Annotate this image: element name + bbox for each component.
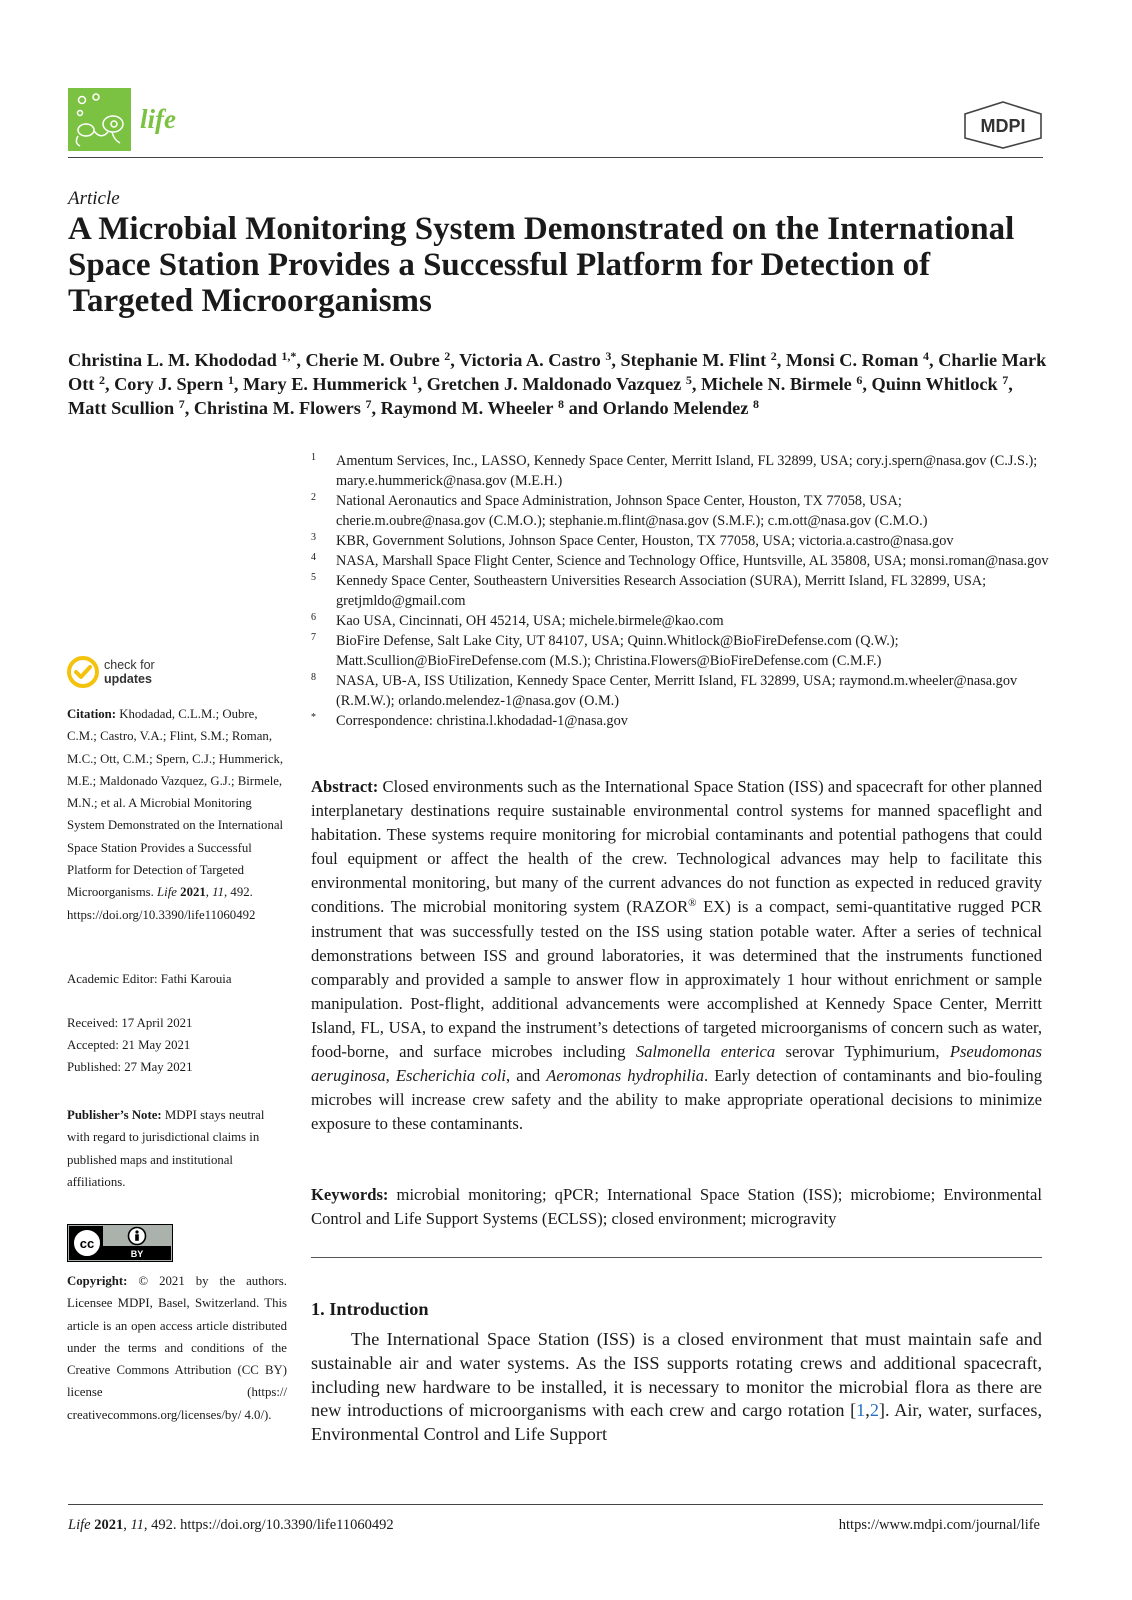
abstract-text: , and bbox=[506, 1066, 547, 1086]
check-updates-line2: updates bbox=[104, 672, 152, 686]
author-separator: , bbox=[691, 374, 702, 394]
affiliation-number: 7 bbox=[311, 632, 316, 643]
affiliation-text: BioFire Defense, Salt Lake City, UT 84107, USA; Quinn.Whitlock@BioFireDefense.com (Q.W.); Matt.Scullion@BioFireDefense.com (M.S.); Christina.Flowers@BioFireDefense.com (C.M.F.) bbox=[336, 633, 899, 669]
intro-text: , bbox=[865, 1400, 870, 1421]
affiliation-text: Kao USA, Cincinnati, OH 45214, USA; michele.birmele@kao.com bbox=[336, 613, 724, 629]
citation-link[interactable]: 2 bbox=[869, 1400, 879, 1421]
affiliation-text: NASA, Marshall Space Flight Center, Science and Technology Office, Huntsville, AL 35808, USA; monsi.roman@nasa.gov bbox=[336, 553, 1049, 569]
check-for-updates-button[interactable] bbox=[67, 656, 155, 688]
footer-year: 2021 bbox=[90, 1517, 124, 1533]
abstract bbox=[311, 775, 1042, 1136]
publisher-note bbox=[67, 1104, 287, 1193]
citation-volume: 11 bbox=[212, 885, 225, 900]
publisher-name: MDPI bbox=[980, 116, 1026, 136]
citation-link[interactable]: 1 bbox=[856, 1400, 866, 1421]
keywords-label: Keywords: bbox=[311, 1185, 389, 1204]
abstract-label: Abstract: bbox=[311, 777, 379, 796]
affiliation-item bbox=[311, 551, 1051, 571]
affiliation-number: 6 bbox=[311, 612, 316, 623]
publisher-note-label: Publisher’s Note: bbox=[67, 1108, 162, 1122]
author-name[interactable]: Christina M. Flowers bbox=[193, 398, 366, 418]
citation-text: Khodadad, C.L.M.; Oubre, C.M.; Castro, V.A.; Flint, S.M.; Roman, M.C.; Ott, C.M.; Spern, C.J.; Hummerick, M.E.; Maldonado Vazquez, G.J.; Birmele, M.N.; et al. A Microbial Monitoring System Demonstrated on the International Space Station Provides a Successful Platform for Detection of Targeted Microorganisms. bbox=[67, 707, 284, 900]
author-name[interactable]: Charlie Mark Ott bbox=[68, 350, 1047, 394]
footer-volume: 11 bbox=[130, 1517, 144, 1533]
cc-by-icon[interactable] bbox=[67, 1224, 173, 1262]
check-updates-line1: check for bbox=[104, 658, 155, 672]
author-affiliation-mark: 7 bbox=[178, 397, 185, 411]
intro-text: ]. Air, water, surfaces, Environmental Control and Life Support bbox=[311, 1400, 1042, 1445]
abstract-text: . Early detection of contaminants and bio-fouling microbes will increase crew safety and the ability to make appropriate operational decisions to minimize exposure to these contaminants. bbox=[311, 1066, 1043, 1134]
author-affiliation-mark: 2 bbox=[444, 349, 451, 363]
journal-name[interactable]: life bbox=[140, 104, 176, 134]
affiliation-item bbox=[311, 671, 1051, 711]
keywords-text: microbial monitoring; qPCR; International Space Station (ISS); microbiome; Environmental Control and Life Support Systems (ECLSS); closed environment; microgravity bbox=[311, 1185, 1042, 1229]
species-name: Escherichia coli bbox=[395, 1066, 507, 1086]
footer-journal: Life bbox=[68, 1517, 91, 1533]
published-date: Published: 27 May 2021 bbox=[67, 1060, 193, 1074]
species-name: Salmonella enterica bbox=[635, 1042, 776, 1062]
author-name[interactable]: Mary E. Hummerick bbox=[243, 374, 412, 394]
author-name[interactable]: Gretchen J. Maldonado Vazquez bbox=[426, 374, 686, 394]
citation-block bbox=[67, 703, 287, 926]
author-affiliation-mark: 8 bbox=[752, 397, 759, 411]
author-name[interactable]: Cherie M. Oubre bbox=[305, 350, 445, 370]
author-affiliation-mark: 4 bbox=[923, 349, 930, 363]
accepted-date: Accepted: 21 May 2021 bbox=[67, 1038, 191, 1052]
article-title: A Microbial Monitoring System Demonstrated on the International Space Station Provides a Successful Platform for Detection of Targeted Microorganisms bbox=[68, 211, 1015, 319]
copyright-text: © 2021 by the authors. Licensee MDPI, Basel, Switzerland. This article is an open access article distributed under the terms and conditions of the Creative Commons Attribution (CC BY) license (https:// creativecommons.org/licenses/by/ 4.0/). bbox=[67, 1274, 287, 1422]
author-name[interactable]: Christina L. M. Khododad bbox=[68, 350, 282, 370]
author-affiliation-mark: 2 bbox=[98, 373, 105, 387]
received-date: Received: 17 April 2021 bbox=[67, 1016, 193, 1030]
author-name[interactable]: Stephanie M. Flint bbox=[620, 350, 771, 370]
species-name: Pseudomonas aeruginosa bbox=[311, 1042, 1043, 1086]
section-heading-introduction: 1. Introduction bbox=[311, 1299, 429, 1319]
affiliation-text: NASA, UB-A, ISS Utilization, Kennedy Space Center, Merritt Island, FL 32899, USA; raymond.m.wheeler@nasa.gov (R.M.W.); orlando.melendez-1@nasa.gov (O.M.) bbox=[336, 673, 1018, 709]
affiliation-item bbox=[311, 611, 1051, 631]
affiliation-item bbox=[311, 531, 1051, 551]
abstract-text: , bbox=[385, 1066, 396, 1086]
affiliation-text: Amentum Services, Inc., LASSO, Kennedy Space Center, Merritt Island, FL 32899, USA; cory.j.spern@nasa.gov (C.J.S.); mary.e.hummerick@nasa.gov (M.E.H.) bbox=[336, 453, 1038, 489]
intro-text: The International Space Station (ISS) is a closed environment that must maintain safe and sustainable air and water systems. As the ISS supports rotating crews and additional spacecraft, including new hardware to be installed, it is necessary to monitor the microbial flora as there are new introductions of microorganisms with each crew and cargo rotation [ bbox=[311, 1329, 1042, 1421]
affiliation-text: KBR, Government Solutions, Johnson Space Center, Houston, TX 77058, USA; victoria.a.castro@nasa.gov bbox=[336, 533, 954, 549]
footer-journal-url[interactable]: https://www.mdpi.com/journal/life bbox=[838, 1517, 1040, 1533]
affiliation-item bbox=[311, 631, 1051, 671]
mdpi-logo-icon[interactable] bbox=[962, 100, 1044, 150]
author-name[interactable]: Victoria A. Castro bbox=[459, 350, 606, 370]
article-type: Article bbox=[68, 188, 120, 209]
publisher-note-text: MDPI stays neutral with regard to jurisdictional claims in published maps and institutional affiliations. bbox=[67, 1108, 265, 1189]
author-separator: , bbox=[233, 374, 243, 394]
author-affiliation-mark: 8 bbox=[558, 397, 565, 411]
affiliation-number: 1 bbox=[311, 452, 316, 463]
author-separator: , bbox=[1008, 374, 1013, 394]
author-affiliation-mark: 7 bbox=[1002, 373, 1009, 387]
author-name[interactable]: Matt Scullion bbox=[68, 398, 179, 418]
author-separator: , bbox=[450, 350, 460, 370]
author-name[interactable]: Michele N. Birmele bbox=[701, 374, 857, 394]
affiliation-text: National Aeronautics and Space Administration, Johnson Space Center, Houston, TX 77058, USA; cherie.m.oubre@nasa.gov (C.M.O.); stephanie.m.flint@nasa.gov (S.M.F.); c.m.ott@nasa.gov (C.M.O.) bbox=[336, 493, 928, 529]
footer-sep: , bbox=[123, 1517, 131, 1533]
author-separator: , bbox=[862, 374, 872, 394]
footer-citation bbox=[68, 1517, 394, 1534]
footer-divider bbox=[68, 1504, 1043, 1505]
author-affiliation-mark: 5 bbox=[685, 373, 692, 387]
author-affiliation-mark: 7 bbox=[365, 397, 372, 411]
affiliation-number: 8 bbox=[311, 672, 316, 683]
author-name[interactable]: Orlando Melendez bbox=[602, 398, 753, 418]
svg-text:BY: BY bbox=[130, 1249, 144, 1259]
registered-mark: ® bbox=[688, 897, 697, 910]
footer-doi[interactable]: , 492. https://doi.org/10.3390/life11060492 bbox=[143, 1517, 394, 1533]
author-affiliation-mark: 1 bbox=[411, 373, 418, 387]
author-affiliation-mark: 6 bbox=[856, 373, 863, 387]
citation-journal: Life bbox=[157, 885, 177, 900]
affiliation-number: 3 bbox=[311, 532, 316, 543]
section-divider bbox=[311, 1257, 1042, 1258]
author-separator: , bbox=[104, 374, 115, 394]
affiliation-number: * bbox=[311, 712, 316, 723]
citation-doi[interactable]: , 492. https://doi.org/10.3390/life11060492 bbox=[67, 885, 256, 922]
affiliation-item bbox=[311, 711, 1051, 731]
citation-year: 2021 bbox=[176, 885, 206, 900]
affiliation-text: Correspondence: christina.l.khodadad-1@nasa.gov bbox=[336, 713, 628, 729]
author-separator: , bbox=[417, 374, 427, 394]
affiliation-item bbox=[311, 571, 1051, 611]
affiliation-item bbox=[311, 491, 1051, 531]
author-name[interactable]: Raymond M. Wheeler bbox=[380, 398, 559, 418]
microbe-logo-icon bbox=[68, 88, 131, 151]
affiliation-item bbox=[311, 451, 1051, 491]
author-separator: , bbox=[611, 350, 621, 370]
author-separator: , bbox=[296, 350, 306, 370]
copyright-label: Copyright: bbox=[67, 1274, 128, 1288]
keywords bbox=[311, 1183, 1042, 1231]
author-list bbox=[68, 348, 1053, 420]
affiliation-number: 5 bbox=[311, 572, 316, 583]
affiliation-number: 2 bbox=[311, 492, 316, 503]
author-affiliation-mark: 2 bbox=[770, 349, 777, 363]
svg-text:cc: cc bbox=[79, 1236, 95, 1251]
affiliation-list bbox=[311, 451, 1051, 731]
abstract-text: EX) is a compact, semi-quantitative rugged PCR instrument that was successfully tested on the ISS using station potable water. After a series of technical demonstrations between ISS and ground laboratories, it was determined that the instruments functioned comparably and provided a sample to answer flow in approximately 1 hour without enrichment or sample manipulation. Post-flight, additional advancements were accomplished at Kennedy Space Center, Merritt Island, FL, USA, to expand the instrument’s detections of targeted microorganisms of concern such as water, food-borne, and surface microbes including bbox=[311, 897, 1042, 1062]
author-separator: , bbox=[184, 398, 194, 418]
academic-editor: Academic Editor: Fathi Karouia bbox=[67, 972, 232, 986]
introduction-paragraph bbox=[311, 1328, 1042, 1447]
header-divider bbox=[68, 157, 1043, 158]
author-affiliation-mark: 1 bbox=[227, 373, 234, 387]
copyright-notice bbox=[67, 1270, 287, 1426]
affiliation-number: 4 bbox=[311, 552, 316, 563]
affiliation-text: Kennedy Space Center, Southeastern Universities Research Association (SURA), Merritt Island, FL 32899, USA; gretjmldo@gmail.com bbox=[336, 573, 987, 609]
author-separator: and bbox=[564, 398, 603, 418]
author-name[interactable]: Quinn Whitlock bbox=[871, 374, 1003, 394]
abstract-text: Closed environments such as the International Space Station (ISS) and spacecraft for other planned interplanetary destinations require sustainable environmental control systems for manned spaceflight and habitation. These systems require monitoring for microbial contaminants and potential pathogens that could foul equipment or affect the health of the crew. Technological advances may help to facilitate this environmental monitoring, but many of the current advances do not function as expected in reduced gravity conditions. The microbial monitoring system (RAZOR bbox=[311, 777, 1043, 917]
author-separator: , bbox=[929, 350, 939, 370]
author-separator: , bbox=[371, 398, 381, 418]
author-name[interactable]: Monsi C. Roman bbox=[785, 350, 924, 370]
author-separator: , bbox=[776, 350, 786, 370]
author-affiliation-mark: 1,* bbox=[281, 349, 297, 363]
citation-sep: , bbox=[205, 885, 213, 900]
check-updates-icon bbox=[67, 656, 99, 688]
author-name[interactable]: Cory J. Spern bbox=[114, 374, 228, 394]
species-name: Aeromonas hydrophilia bbox=[546, 1066, 705, 1086]
abstract-text: serovar Typhimurium, bbox=[775, 1042, 950, 1062]
citation-label: Citation: bbox=[67, 707, 117, 721]
author-affiliation-mark: 3 bbox=[605, 349, 612, 363]
